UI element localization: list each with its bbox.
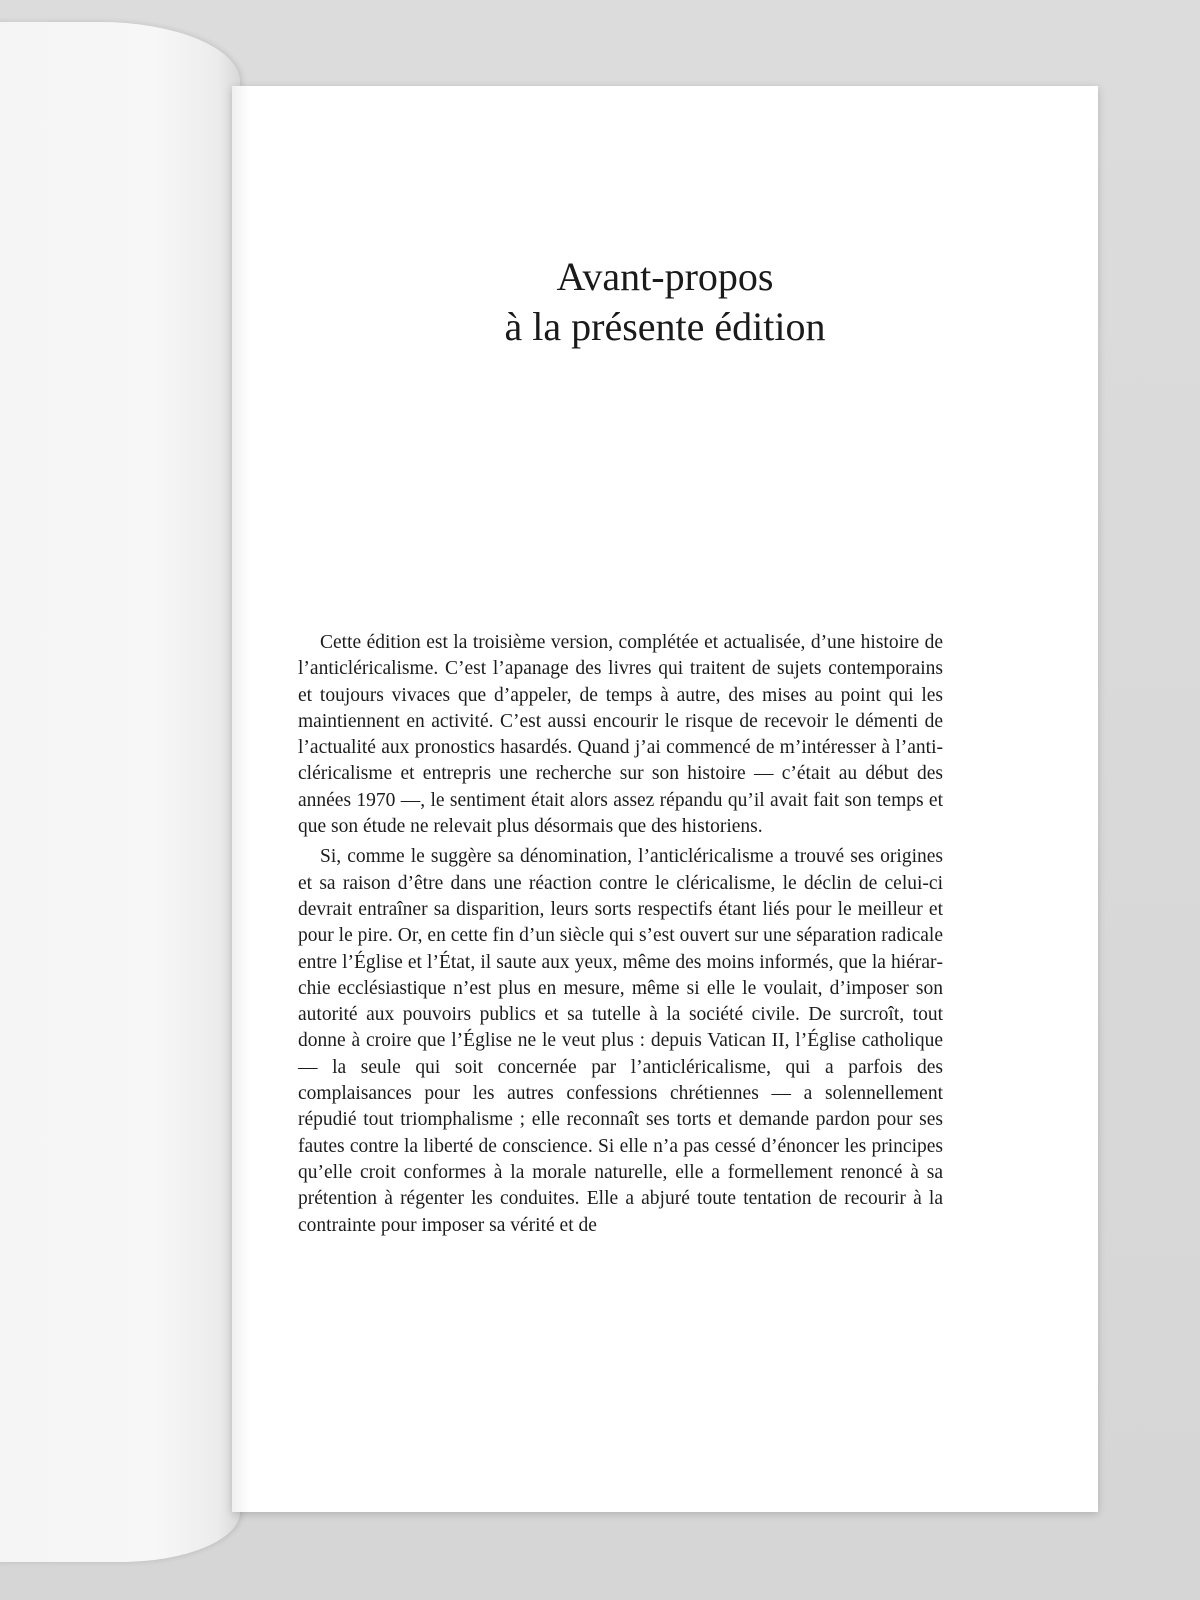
- body-text: [298, 630, 943, 1243]
- title-line-2: à la présente édition: [504, 304, 826, 349]
- title-line-1: Avant-propos: [556, 254, 774, 299]
- left-page: [0, 22, 240, 1562]
- paragraph-2: Si, comme le suggère sa dénomination, l’anticléricalisme a trouvé ses origines et sa raison d’être dans une réaction contre le cléricalisme, le déclin de celui-ci devrait entraîner sa disparition, leurs sorts respectifs étant liés pour le meilleur et pour le pire. Or, en cette fin d’un siècle qui s’est ouvert sur une séparation radicale entre l’Église et l’État, il saute aux yeux, même des moins informés, que la hiérarchie ecclésiastique n’est plus en mesure, même si elle le voulait, d’imposer son autorité aux pouvoirs publics et sa tutelle à la société civile. De surcroît, tout donne à croire que l’Église ne le veut plus : depuis Vatican II, l’Église catholique — la seule qui soit concernée par l’anticléricalisme, qui a parfois des complaisances pour les autres confessions chrétiennes — a solennellement répudié tout triomphalisme ; elle reconnaît ses torts et demande pardon pour ses fautes contre la liberté de conscience. Si elle n’a pas cessé d’énoncer les principes qu’elle croit conformes à la morale naturelle, elle a formellement renoncé à sa prétention à régenter les conduites. Elle a abjuré toute tentation de recourir à la contrainte pour imposer sa vérité et de: [298, 846, 943, 1236]
- paragraph-1: Cette édition est la troisième version, complétée et actualisée, d’une histoire de l’anticléricalisme. C’est l’apanage des livres qui traitent de sujets contemporains et toujours vivaces que d’appeler, de temps à autre, des mises au point qui les maintiennent en activité. C’est aussi encourir le risque de recevoir le démenti de l’actualité aux pronostics hasardés. Quand j’ai commencé de m’intéresser à l’anticléricalisme et entrepris une recherche sur son histoire — c’était au début des années 1970 —, le sentiment était alors assez répandu qu’il avait fait son temps et que son étude ne relevait plus désormais que des historiens.: [298, 632, 943, 838]
- page-title: [232, 252, 1098, 352]
